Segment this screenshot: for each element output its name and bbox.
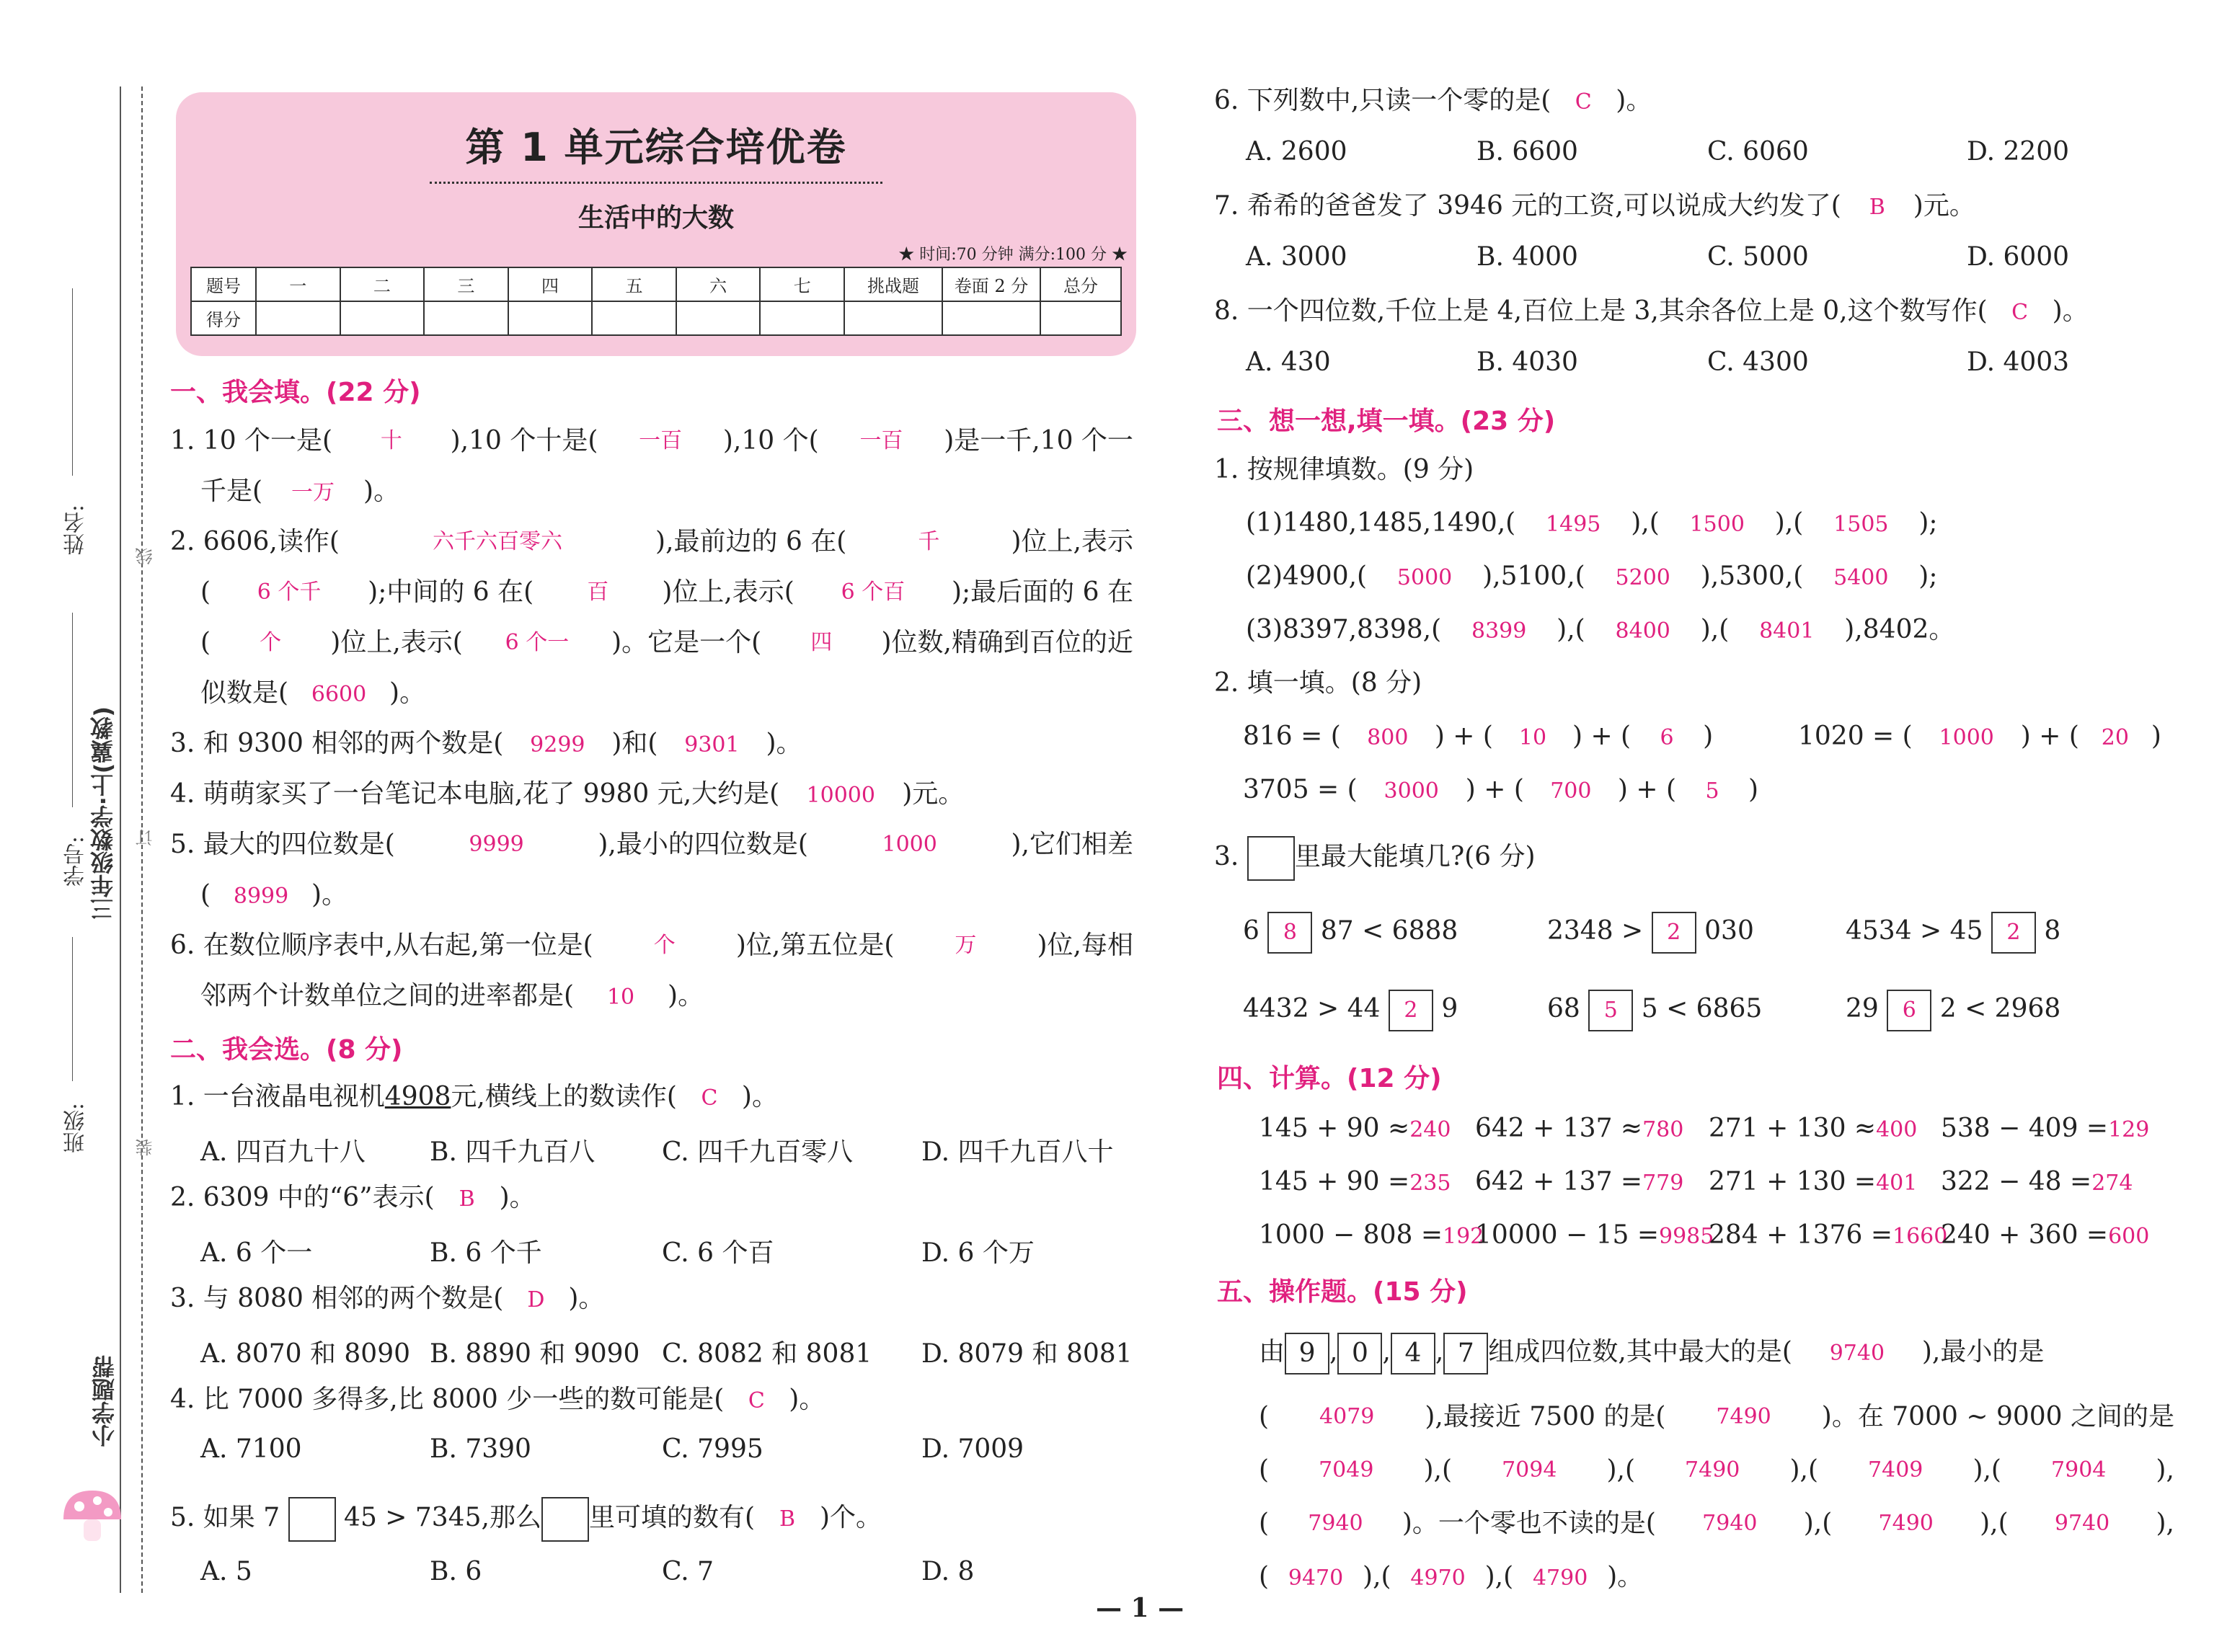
name-label: 姓名: [63,505,89,556]
answer-box: 8 [1267,912,1312,954]
s3-c6: 29 6 2 < 2968 [1846,987,2060,1031]
s5-line5: ( 9470 ),( 4970 ),( 4790 )。 [1259,1561,1643,1594]
calc: 538 − 409 =129 [1941,1113,2149,1146]
score-cell[interactable] [1040,301,1121,335]
score-cell[interactable] [256,301,340,335]
score-col-1: 一 [256,267,340,301]
option-c: C. 7 [662,1557,714,1586]
answer: 8400 [1615,618,1670,644]
calc: 145 + 90 =235 [1259,1166,1451,1199]
option-a: A. 7100 [200,1434,302,1464]
answer: 6600 [311,682,367,707]
answer: 5400 [1833,565,1889,590]
option-c: C. 5000 [1707,242,1809,272]
answer: B [459,1186,475,1212]
answer: 1000 [1939,725,1994,750]
s2-q5-stem: 5. 如果 7 45 > 7345,那么 里可填的数有( B )个。 [170,1493,882,1544]
option-a: A. 2600 [1246,137,1347,166]
option-c: C. 8082 和 8081 [662,1339,872,1369]
s3-c3: 4534 > 45 2 8 [1846,910,2060,954]
student-no-underline [72,613,73,807]
score-col-2: 二 [340,267,425,301]
s1-q2-line2: ( 6 个千 );中间的 6 在( 百 )位上,表示( 6 个百 );最后面的 6 在 [200,577,1133,607]
score-value-row [191,301,1121,335]
answer: 5 [1705,778,1719,804]
s1-q6-line2: 邻两个计数单位之间的进率都是( 10 )。 [200,980,704,1013]
page-number: — 1 — [1096,1593,1185,1623]
answer: 7904 [2051,1457,2107,1483]
answer: 1505 [1833,512,1889,537]
answer: 个 [653,933,676,958]
answer: B [779,1506,796,1532]
answer: 1500 [1689,512,1745,537]
student-no-label: 学号: [63,836,89,887]
answer: 1495 [1546,512,1601,537]
score-col-4: 四 [508,267,593,301]
answer: 8999 [233,884,289,909]
score-col-6: 六 [676,267,761,301]
s2-q3-stem: 3. 与 8080 相邻的两个数是( D )。 [170,1283,604,1316]
score-cell[interactable] [340,301,425,335]
answer: 400 [1876,1117,1918,1142]
answer: 7049 [1319,1457,1374,1483]
answer: 7490 [1685,1457,1740,1483]
option-d: D. 2200 [1967,137,2070,166]
section-3-title: 三、想一想,填一填。(23 分) [1217,407,1556,436]
title-divider [430,182,882,184]
answer: 10 [1518,725,1547,750]
answer: 9985 [1659,1224,1714,1249]
s3-q3-title: 3. 里最大能填几?(6 分) [1214,833,1536,881]
digit-card: 9 [1285,1333,1329,1375]
s2-q7-stem: 7. 希希的爸爸发了 3946 元的工资,可以说成大约发了( B )元。 [1214,190,1975,223]
answer-box: 2 [1652,912,1696,954]
exam-meta: ★ 时间:70 分钟 满分:100 分 ★ [898,246,1128,264]
score-cell[interactable] [592,301,676,335]
calc: 145 + 90 ≈240 [1259,1113,1451,1146]
page-title: 第 1 单元综合培优卷 [465,125,847,170]
s1-q2-line4: 似数是( 6600 )。 [200,678,425,711]
answer: 7409 [1868,1457,1923,1483]
answer: 一万 [291,480,335,505]
s1-q1-line1: 1. 10 个一是( 十 ),10 个十是( 一百 ),10 个( 一百 )是一千,10 个一 [170,426,1133,456]
calc: 10000 − 15 =9985 [1475,1220,1714,1253]
s1-q2-line3: ( 个 )位上,表示( 6 个一 )。它是一个( 四 )位数,精确到百位的近 [200,628,1133,657]
answer-box: 2 [1389,990,1433,1031]
answer: 7490 [1716,1404,1771,1429]
answer: 800 [1367,725,1409,750]
score-cell[interactable] [676,301,761,335]
answer: 9740 [2054,1511,2110,1536]
section-4-title: 四、计算。(12 分) [1217,1064,1442,1093]
option-d: D. 8 [921,1557,975,1586]
answer: 9740 [1829,1341,1885,1366]
section-1-title: 一、我会填。(22 分) [170,378,421,407]
answer: 4790 [1532,1566,1588,1591]
answer: 779 [1642,1171,1684,1196]
answer: C [2011,300,2029,325]
answer: C [701,1085,718,1111]
score-cell[interactable] [424,301,508,335]
s3-r3: (3)8397,8398,( 8399 ),( 8400 ),( 8401 ),8402。 [1246,614,1954,647]
cut-mark-ding: 订 [136,829,156,846]
s1-q2-line1: 2. 6606,读作( 六千六百零六 ),最前边的 6 在( 千 )位上,表示 [170,527,1133,556]
s3-e3: 3705 = ( 3000 ) + ( 700 ) + ( 5 ) [1243,774,1758,807]
answer: 7490 [1878,1511,1934,1536]
answer: 百 [587,579,609,605]
option-c: C. 4300 [1707,347,1809,377]
option-c: C. 6 个百 [662,1238,774,1268]
score-col-3: 三 [424,267,508,301]
answer: 7940 [1308,1511,1363,1536]
s2-q8-stem: 8. 一个四位数,千位上是 4,百位上是 3,其余各位上是 0,这个数写作( C )。 [1214,296,2089,329]
option-d: D. 6000 [1967,242,2070,272]
option-c: C. 四千九百零八 [662,1137,854,1167]
s1-q5-line2: ( 8999 )。 [200,879,347,912]
section-2-title: 二、我会选。(8 分) [170,1035,403,1065]
s5-line2: ( 4079 ),最接近 7500 的是( 7490 )。在 7000 ~ 9000 之间的是 [1259,1402,2174,1431]
answer: 6 个一 [505,630,570,655]
option-d: D. 4003 [1967,347,2070,377]
answer: 一百 [639,428,683,453]
calc: 271 + 130 =401 [1709,1166,1917,1199]
option-b: B. 4000 [1476,242,1578,272]
score-cell[interactable] [760,301,844,335]
answer: 四 [810,630,833,655]
answer: 10 [606,985,635,1010]
calc: 240 + 360 =600 [1941,1220,2149,1253]
digit-card: 4 [1391,1333,1435,1375]
score-row-label: 得分 [191,301,256,335]
s2-q6-stem: 6. 下列数中,只读一个零的是( C )。 [1214,85,1652,118]
answer: 10000 [806,783,875,808]
answer: C [748,1388,765,1413]
calc: 322 − 48 =274 [1941,1166,2133,1199]
answer: 6 [1660,725,1674,750]
digit-card: 0 [1337,1333,1382,1375]
blank-box[interactable] [288,1497,336,1542]
answer: 240 [1409,1117,1451,1142]
answer: 274 [2091,1171,2133,1196]
answer: 万 [955,933,977,958]
digit-card: 7 [1443,1333,1488,1375]
option-b: B. 四千九百八 [430,1137,596,1167]
page-subtitle: 生活中的大数 [577,203,734,233]
s3-c5: 68 5 5 < 6865 [1547,987,1762,1031]
s3-c4: 4432 > 44 2 9 [1243,987,1458,1031]
s3-q2-title: 2. 填一填。(8 分) [1214,668,1422,698]
s2-q2-stem: 2. 6309 中的“6”表示( B )。 [170,1182,536,1215]
s1-q5-line1: 5. 最大的四位数是( 9999 ),最小的四位数是( 1000 ),它们相差 [170,830,1133,859]
option-d: D. 7009 [921,1434,1024,1464]
s3-c1: 6 8 87 < 6888 [1243,910,1458,954]
s3-e1: 816 = ( 800 ) + ( 10 ) + ( 6 ) [1243,721,1713,754]
option-b: B. 6600 [1476,137,1578,166]
answer: 3000 [1383,778,1439,804]
option-b: B. 4030 [1476,347,1578,377]
option-a: A. 四百九十八 [200,1137,366,1167]
answer: 600 [2108,1224,2150,1249]
answer: 个 [260,630,282,655]
section-5-title: 五、操作题。(15 分) [1217,1277,1468,1307]
s2-q4-stem: 4. 比 7000 多得多,比 8000 少一些的数可能是( C )。 [170,1384,825,1417]
option-d: D. 6 个万 [921,1238,1035,1268]
binding-strip [0,0,159,1652]
option-c: C. 7995 [662,1434,763,1464]
s3-r1: (1)1480,1485,1490,( 1495 ),( 1500 ),( 1505 ); [1246,507,1938,541]
calc: 1000 − 808 =192 [1259,1220,1484,1253]
s5-line4: ( 7940 )。一个零也不读的是( 7940 ),( 7490 ),( 9740 ), [1259,1509,2174,1538]
s3-r2: (2)4900,( 5000 ),5100,( 5200 ),5300,( 5400 ); [1246,561,1937,594]
answer: 8401 [1759,618,1815,644]
answer: 700 [1550,778,1592,804]
answer: 一百 [859,428,903,453]
calc: 284 + 1376 =1660 [1709,1220,1947,1253]
answer: 4970 [1410,1566,1466,1591]
class-label: 班级: [63,1103,89,1154]
answer: 1660 [1892,1224,1948,1249]
option-b: B. 6 [430,1557,482,1586]
answer: 9299 [530,732,585,758]
answer: 9301 [684,732,740,758]
answer: 235 [1409,1171,1451,1196]
mushroom-logo-icon [58,1485,127,1550]
answer: 20 [2101,725,2129,750]
calc: 642 + 137 ≈780 [1475,1113,1683,1146]
answer: 5000 [1396,565,1453,590]
score-col-challenge: 挑战题 [844,267,942,301]
s5-line1: 由 9 , 0 , 4 , 7 组成四位数,其中最大的是( 9740 ),最小的是 [1259,1329,2044,1377]
answer: 9999 [469,832,524,857]
s3-q1-title: 1. 按规律填数。(9 分) [1214,455,1474,484]
s5-line3: ( 7049 ),( 7094 ),( 7490 ),( 7409 ),( 7904 ), [1259,1455,2174,1485]
answer: 192 [1443,1224,1484,1249]
option-c: C. 6060 [1707,137,1809,166]
class-underline [72,937,73,1081]
score-table [190,267,1122,336]
s1-q4: 4. 萌萌家买了一台笔记本电脑,花了 9980 元,大约是( 10000 )元。 [170,778,964,812]
option-b: B. 8890 和 9090 [430,1339,640,1369]
answer: 6 个百 [841,579,906,605]
answer: 5200 [1615,565,1670,590]
score-header-row [191,267,1121,301]
underlined-number: 4908 [384,1082,451,1111]
s1-q3: 3. 和 9300 相邻的两个数是( 9299 )和( 9301 )。 [170,728,802,761]
s3-e2: 1020 = ( 1000 ) + ( 20 ) [1798,721,2161,754]
s3-c2: 2348 > 2 030 [1547,910,1754,954]
score-cell[interactable] [508,301,593,335]
blank-box-sample [1247,836,1295,881]
s1-q6-line1: 6. 在数位顺序表中,从右起,第一位是( 个 )位,第五位是( 万 )位,每相 [170,931,1133,960]
book-label: 三年级数学·上(冀教) [89,706,117,921]
score-cell[interactable] [942,301,1040,335]
option-b: B. 6 个千 [430,1238,542,1268]
calc: 642 + 137 =779 [1475,1166,1683,1199]
answer: 7940 [1702,1511,1758,1536]
option-d: D. 8079 和 8081 [921,1339,1133,1369]
name-underline [72,288,73,476]
score-cell[interactable] [844,301,942,335]
answer: 129 [2108,1117,2150,1142]
score-col-5: 五 [592,267,676,301]
option-a: A. 3000 [1246,242,1347,272]
option-a: A. 5 [200,1557,252,1586]
score-col-total: 总分 [1040,267,1121,301]
option-a: A. 8070 和 8090 [200,1339,411,1369]
answer: D [527,1287,545,1313]
answer: 9470 [1288,1566,1344,1591]
answer: 780 [1642,1117,1684,1142]
option-a: A. 6 个一 [200,1238,313,1268]
score-col-label: 题号 [191,267,256,301]
s1-q1-line2: 千是( 一万 )。 [200,476,399,509]
answer: B [1869,195,1885,220]
cut-mark-xian: 线 [136,548,156,565]
calc: 271 + 130 ≈400 [1709,1113,1917,1146]
answer: 千 [918,529,940,554]
answer-box: 6 [1887,990,1931,1031]
answer: 6 个千 [257,579,322,605]
score-col-7: 七 [760,267,844,301]
blank-box[interactable] [541,1497,589,1542]
answer: 8399 [1471,618,1527,644]
cut-mark-zhuang: 装 [136,1139,156,1156]
answer: C [1575,89,1592,115]
answer: 十 [380,428,402,453]
brand-label: 小学题帮 [91,1355,118,1447]
answer: 7094 [1502,1457,1557,1483]
option-b: B. 7390 [430,1434,531,1464]
answer: 六千六百零六 [432,529,562,554]
option-a: A. 430 [1246,347,1331,377]
answer-box: 2 [1991,912,2036,954]
answer: 4079 [1319,1404,1375,1429]
answer: 1000 [882,832,937,857]
score-col-neatness: 卷面 2 分 [942,267,1040,301]
answer: 401 [1876,1171,1918,1196]
s2-q1-stem: 1. 一台液晶电视机4908元,横线上的数读作( C )。 [170,1081,778,1114]
answer-box: 5 [1588,990,1633,1031]
option-d: D. 四千九百八十 [921,1137,1114,1167]
exam-header [176,92,1136,356]
